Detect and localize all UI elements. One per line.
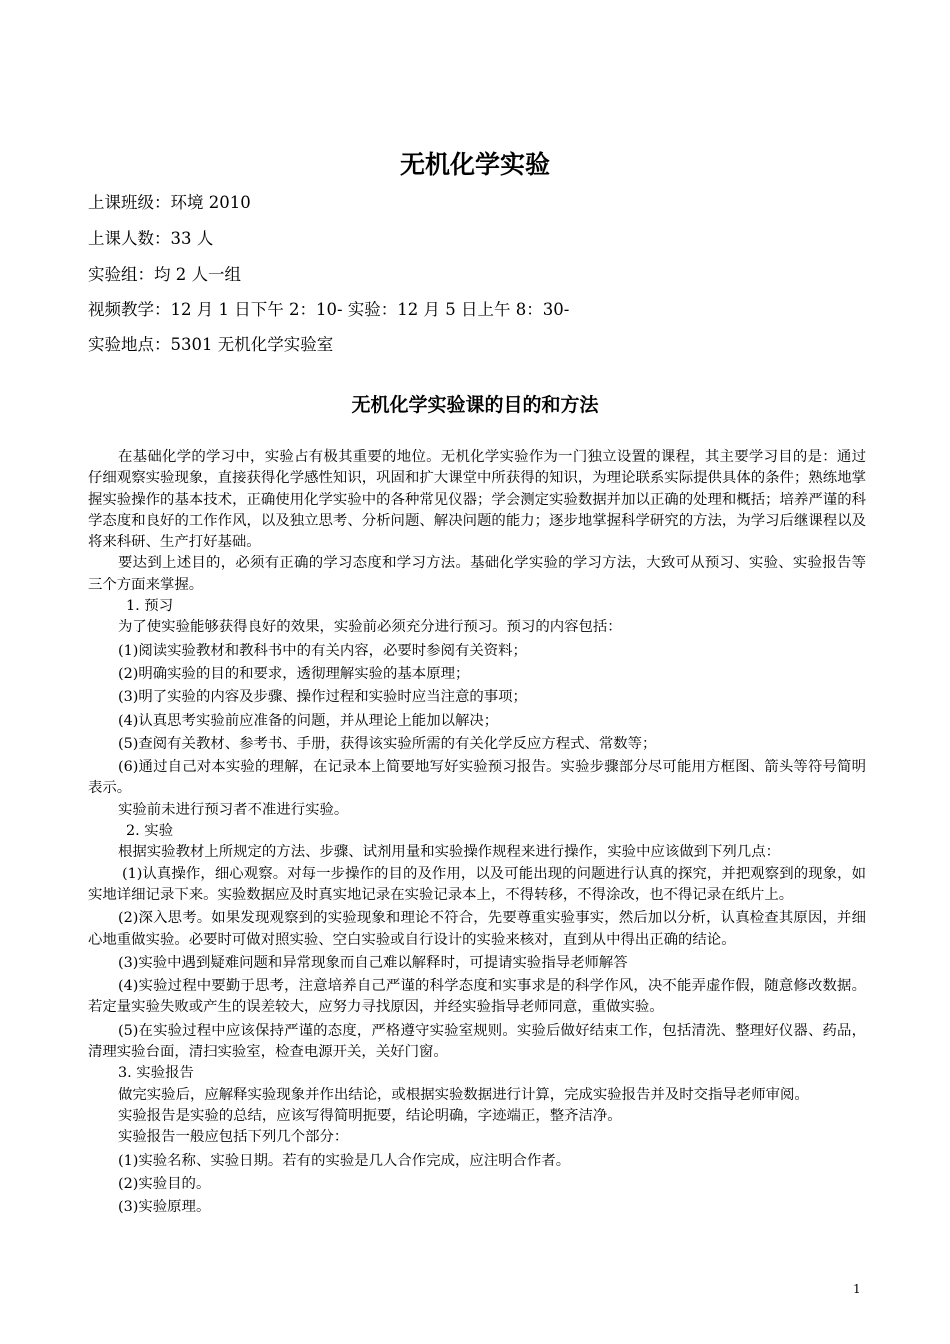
list-item: (5)查阅有关教材、参考书、手册，获得该实验所需的有关化学反应方程式、常数等； (118, 735, 657, 752)
heading-experiment: 2. 实验 (126, 823, 174, 840)
paragraph-preview-note: 实验前未进行预习者不准进行实验。 (118, 801, 349, 818)
paragraph-method: 要达到上述目的，必须有正确的学习态度和学习方法。基础化学实验的学习方法，大致可从预习、实验、实验报告等三个方面来掌握。 (88, 555, 866, 593)
paragraph-report-parts: 实验报告一般应包括下列几个部分： (118, 1129, 349, 1146)
list-item: (3)明了实验的内容及步骤、操作过程和实验时应当注意的事项； (118, 689, 527, 706)
page-number: 1 (853, 1282, 861, 1296)
list-item: (3)实验原理。 (118, 1199, 211, 1216)
heading-preview: 1. 预习 (126, 598, 174, 615)
paragraph-report: 做完实验后，应解释实验现象并作出结论，或根据实验数据进行计算，完成实验报告并及时交指导老师审阅。 (118, 1086, 809, 1103)
list-item: (2)明确实验的目的和要求，透彻理解实验的基本原理； (118, 665, 470, 682)
list-item: (4)认真思考实验前应准备的问题，并从理论上能加以解决； (118, 712, 499, 729)
list-item: (3)实验中遇到疑难问题和异常现象而自己难以解释时，可提请实验指导老师解答 (118, 954, 628, 971)
info-class: 上课班级：环境 2010 (88, 193, 251, 212)
paragraph-experiment: 根据实验教材上所规定的方法、步骤、试剂用量和实验操作规程来进行操作，实验中应该做到下列几点： (118, 844, 780, 861)
document-body (88, 447, 866, 1218)
list-item: (5)在实验过程中应该保持严谨的态度，严格遵守实验室规则。实验后做好结束工作，包括清洗、整理好仪器、药品，清理实验台面，清扫实验室，检查电源开关，关好门窗。 (88, 1022, 866, 1061)
info-count: 上课人数：33 人 (88, 229, 214, 248)
paragraph-preview: 为了使实验能够获得良好的效果，实验前必须充分进行预习。预习的内容包括： (118, 619, 622, 636)
info-schedule: 视频教学：12 月 1 日下午 2：10- 实验：12 月 5 日上午 8：30- (88, 300, 570, 319)
list-item: (2)实验目的。 (118, 1175, 211, 1192)
paragraph-intro: 在基础化学的学习中，实验占有极其重要的地位。无机化学实验作为一门独立设置的课程，其主要学习目的是：通过仔细观察实验现象，直接获得化学感性知识，巩固和扩大课堂中所获得的知识，为理论联系实际提供具体的条件；熟练地掌握实验操作的基本技术，正确使用化学实验中的各种常见仪器；学会测定实验数据并加以正确的处理和概括；培养严谨的科学态度和良好的工作作风，以及独立思考、分析问题、解决问题的能力；逐步地掌握科学研究的方法，为学习后继课程以及将来科研、生产打好基础。 (88, 449, 866, 551)
document-title: 无机化学实验 (399, 150, 550, 179)
list-item: (4)实验过程中要勤于思考，注意培养自己严谨的科学态度和实事求是的科学作风，决不能弄虚作假，随意修改数据。若定量实验失败或产生的误差较大，应努力寻找原因，并经实验指导老师同意，重做实验。 (88, 978, 866, 1016)
paragraph-report-summary: 实验报告是实验的总结，应该写得简明扼要，结论明确，字迹端正，整齐洁净。 (118, 1107, 622, 1124)
info-group: 实验组：均 2 人一组 (88, 265, 241, 284)
list-item: (6)通过自己对本实验的理解，在记录本上简要地写好实验预习报告。实验步骤部分尽可能用方框图、箭头等符号简明表示。 (88, 759, 866, 797)
list-item: (1)阅读实验教材和教科书中的有关内容，必要时参阅有关资料； (118, 642, 527, 659)
list-item: (1)实验名称、实验日期。若有的实验是几人合作完成，应注明合作者。 (118, 1152, 571, 1169)
section-title: 无机化学实验课的目的和方法 (351, 394, 599, 416)
list-item: (1)认真操作，细心观察。对每一步操作的目的及作用，以及可能出现的问题进行认真的探究，并把观察到的现象，如实地详细记录下来。实验数据应及时真实地记录在实验记录本上，不得转移，不得涂改，也不得记录在纸片上。 (88, 865, 866, 903)
list-item: (2)深入思考。如果发现观察到的实验现象和理论不符合，先要尊重实验事实，然后加以分析，认真检查其原因，并细心地重做实验。必要时可做对照实验、空白实验或自行设计的实验来核对，直到从中得出正确的结论。 (88, 910, 866, 948)
heading-report: 3. 实验报告 (118, 1065, 194, 1082)
info-location: 实验地点：5301 无机化学实验室 (88, 335, 334, 354)
